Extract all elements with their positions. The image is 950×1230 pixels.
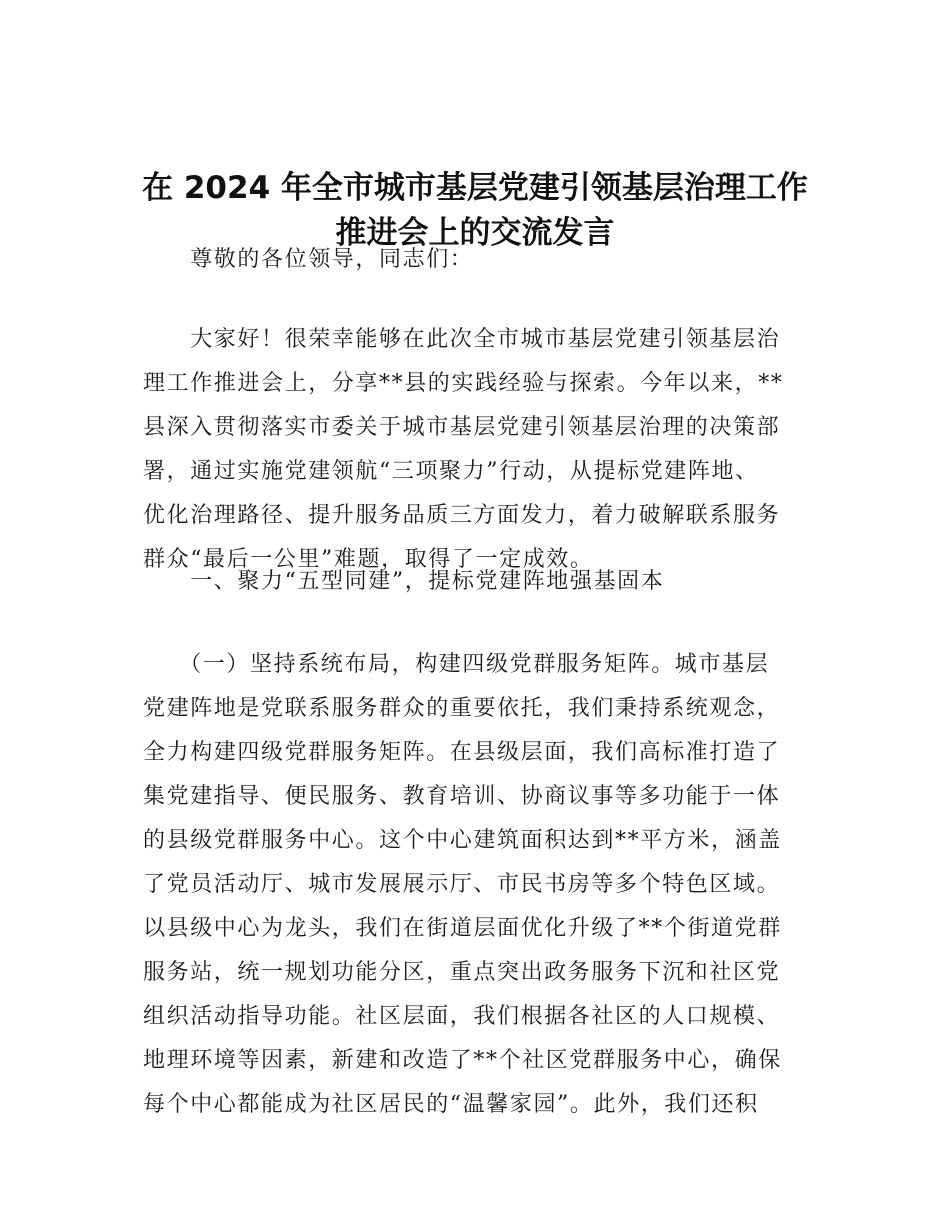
document-title-line-2: 推进会上的交流发言 <box>335 215 615 251</box>
paragraph-line: 大家好！很荣幸能够在此次全市城市基层党建引领基层治 <box>143 327 781 352</box>
paragraph-line: 县深入贯彻落实市委关于城市基层党建引领基层治理的决策部 <box>143 415 781 440</box>
paragraph-section-1-1 <box>143 643 813 1127</box>
paragraph-line: 的县级党群服务中心。这个中心建筑面积达到**平方米，涵盖 <box>143 828 782 853</box>
paragraph-line: 群众“最后一公里”难题，取得了一定成效。 <box>143 547 594 572</box>
paragraph-line: 集党建指导、便民服务、教育培训、协商议事等多功能于一体 <box>143 784 781 809</box>
section-heading-1 <box>143 560 813 604</box>
paragraph-intro <box>143 318 813 582</box>
paragraph-line: 了党员活动厅、城市发展展示厅、市民书房等多个特色区域。 <box>143 872 781 897</box>
paragraph-line: 全力构建四级党群服务矩阵。在县级层面，我们高标准打造了 <box>143 740 781 765</box>
document-title-line-1: 在 2024 年全市城市基层党建引领基层治理工作 <box>142 170 808 206</box>
paragraph-line: 署，通过实施党建领航“三项聚力”行动，从提标党建阵地、 <box>143 459 759 484</box>
paragraph-line: 党建阵地是党联系服务群众的重要依托，我们秉持系统观念， <box>143 696 781 721</box>
paragraph-line: 以县级中心为龙头，我们在街道层面优化升级了**个街道党群 <box>143 916 782 941</box>
paragraph-line: 优化治理路径、提升服务品质三方面发力，着力破解联系服务 <box>143 503 781 528</box>
paragraph-line: 每个中心都能成为社区居民的“温馨家园”。此外，我们还积 <box>143 1092 759 1117</box>
paragraph-line: 地理环境等因素，新建和改造了**个社区党群服务中心，确保 <box>143 1048 782 1073</box>
section-heading-text: 一、聚力“五型同建”，提标党建阵地强基固本 <box>143 569 665 594</box>
salutation <box>143 238 813 282</box>
paragraph-line: 理工作推进会上，分享**县的实践经验与探索。今年以来，** <box>143 371 784 396</box>
salutation-text: 尊敬的各位领导，同志们： <box>143 247 474 272</box>
paragraph-line: 服务站，统一规划功能分区，重点突出政务服务下沉和社区党 <box>143 960 781 985</box>
paragraph-line: （一）坚持系统布局，构建四级党群服务矩阵。城市基层 <box>143 652 770 677</box>
paragraph-line: 组织活动指导功能。社区层面，我们根据各社区的人口规模、 <box>143 1004 781 1029</box>
